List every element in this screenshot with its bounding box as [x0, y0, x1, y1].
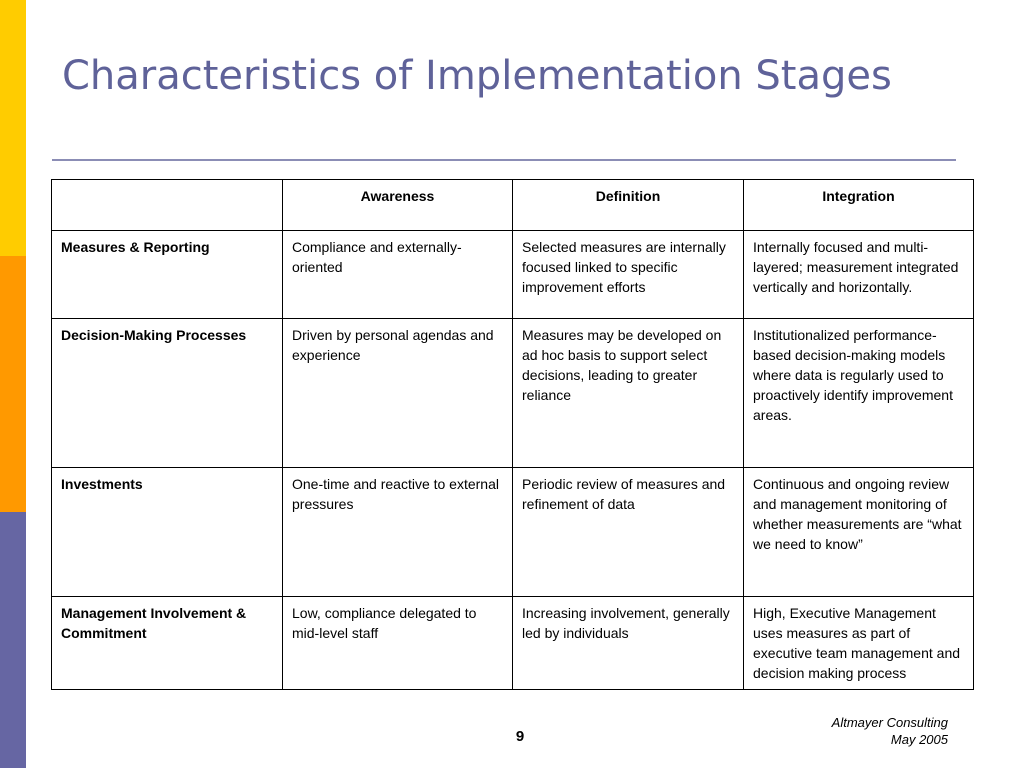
- header-awareness: Awareness: [283, 180, 513, 231]
- side-bar-orange: [0, 256, 26, 512]
- row-label: Investments: [52, 468, 283, 597]
- table-cell: High, Executive Management uses measures as part of executive team management and decision making process: [744, 597, 974, 690]
- table-cell: Selected measures are internally focused linked to specific improvement efforts: [513, 231, 744, 319]
- footer-date: May 2005: [890, 732, 948, 747]
- table-cell: Low, compliance delegated to mid-level staff: [283, 597, 513, 690]
- table-row: [52, 231, 974, 319]
- table-row: [52, 319, 974, 468]
- title-underline: [52, 159, 956, 161]
- table-cell: Compliance and externally-oriented: [283, 231, 513, 319]
- row-label: Decision-Making Processes: [52, 319, 283, 468]
- table-cell: Internally focused and multi-layered; measurement integrated vertically and horizontally.: [744, 231, 974, 319]
- header-integration: Integration: [744, 180, 974, 231]
- row-label: Management Involvement & Commitment: [52, 597, 283, 690]
- footer-organization: Altmayer Consulting: [831, 715, 948, 730]
- stages-table: [51, 179, 974, 690]
- table-cell: Increasing involvement, generally led by individuals: [513, 597, 744, 690]
- side-bar-yellow: [0, 0, 26, 256]
- table-row: [52, 468, 974, 597]
- table-cell: Continuous and ongoing review and management monitoring of whether measurements are “what we need to know”: [744, 468, 974, 597]
- header-cell-empty: [52, 180, 283, 231]
- table-cell: Driven by personal agendas and experience: [283, 319, 513, 468]
- table-header-row: [52, 180, 974, 231]
- table-cell: Institutionalized performance-based decision-making models where data is regularly used to proactively identify improvement areas.: [744, 319, 974, 468]
- footer-credit: [832, 714, 948, 748]
- table-cell: One-time and reactive to external pressures: [283, 468, 513, 597]
- table-cell: Measures may be developed on ad hoc basis to support select decisions, leading to greater reliance: [513, 319, 744, 468]
- table-row: [52, 597, 974, 690]
- row-label: Measures & Reporting: [52, 231, 283, 319]
- side-bar-blue: [0, 512, 26, 768]
- slide-title: Characteristics of Implementation Stages: [62, 53, 892, 99]
- header-definition: Definition: [513, 180, 744, 231]
- table-cell: Periodic review of measures and refinement of data: [513, 468, 744, 597]
- page-number: 9: [515, 728, 525, 745]
